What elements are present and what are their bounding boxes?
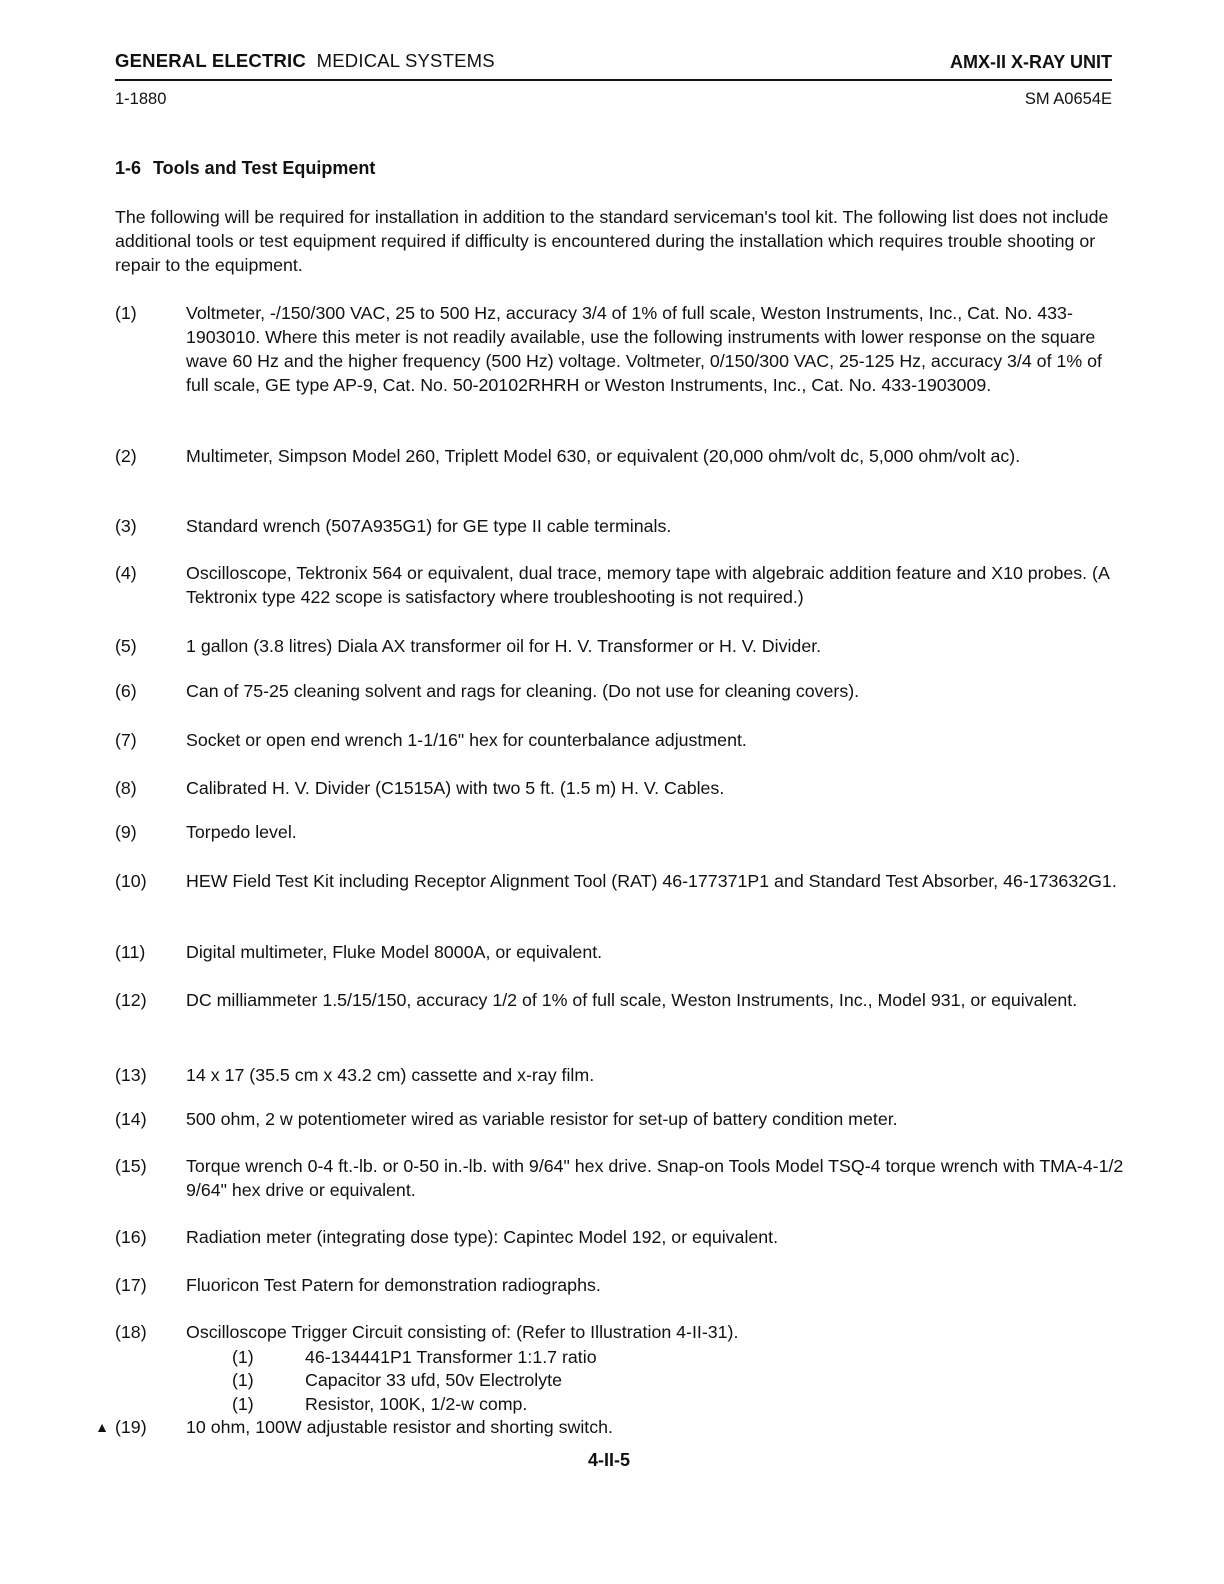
item-label: (9): [115, 822, 137, 842]
item-text: Torque wrench 0-4 ft.-lb. or 0-50 in.-lb. with 9/64" hex drive. Snap-on Tools Model TSQ-4 torque wrench with TMA-4-1/2 9/64" hex drive or equivalent.: [186, 1156, 1124, 1200]
item-label: (5): [115, 636, 137, 656]
item-text: Oscilloscope Trigger Circuit consisting of: (Refer to Illustration 4-II-31).: [186, 1322, 739, 1342]
item-label: (10): [115, 871, 147, 891]
item-text: Fluoricon Test Patern for demonstration radiographs.: [186, 1275, 601, 1295]
item-text: Digital multimeter, Fluke Model 8000A, or equivalent.: [186, 942, 603, 962]
section-title-text: Tools and Test Equipment: [153, 158, 376, 178]
item-text: 1 gallon (3.8 litres) Diala AX transformer oil for H. V. Transformer or H. V. Divider.: [186, 636, 822, 656]
header-rule: [115, 79, 1112, 81]
item-text: 10 ohm, 100W adjustable resistor and shorting switch.: [186, 1417, 613, 1437]
item-text: HEW Field Test Kit including Receptor Alignment Tool (RAT) 46-177371P1 and Standard Test Absorber, 46-173632G1.: [186, 871, 1117, 891]
item-label: (13): [115, 1065, 147, 1085]
item-text: Radiation meter (integrating dose type): Capintec Model 192, or equivalent.: [186, 1227, 779, 1247]
item-label: (8): [115, 778, 137, 798]
document-date: 1-1880: [115, 90, 167, 108]
page-number: 4-II-5: [588, 1450, 631, 1470]
product-title: AMX-II X-RAY UNIT: [949, 52, 1112, 72]
section-title: [115, 158, 375, 179]
company-division: MEDICAL SYSTEMS: [316, 50, 495, 71]
item-text: 500 ohm, 2 w potentiometer wired as variable resistor for set-up of battery condition meter.: [186, 1109, 898, 1129]
item-text: Multimeter, Simpson Model 260, Triplett Model 630, or equivalent (20,000 ohm/volt dc, 5,000 ohm/volt ac).: [186, 446, 1021, 466]
sub-item-text: 46-134441P1 Transformer 1:1.7 ratio: [305, 1347, 597, 1367]
item-label: (16): [115, 1227, 147, 1247]
item-label: (12): [115, 990, 147, 1010]
sub-item-label: (1): [232, 1347, 254, 1367]
item-text: Torpedo level.: [186, 822, 297, 842]
section-number: 1-6: [115, 158, 142, 178]
sub-item-label: (1): [232, 1370, 254, 1390]
item-text: Socket or open end wrench 1-1/16" hex for counterbalance adjustment.: [186, 730, 747, 750]
document-number: SM A0654E: [1024, 90, 1112, 108]
sub-item-label: (1): [232, 1394, 254, 1414]
item-text: DC milliammeter 1.5/15/150, accuracy 1/2 of 1% of full scale, Weston Instruments, Inc., Model 931, or equivalent.: [186, 990, 1078, 1010]
item-label: (14): [115, 1109, 147, 1129]
sub-item-text: Capacitor 33 ufd, 50v Electrolyte: [305, 1370, 562, 1390]
item-label: (2): [115, 446, 137, 466]
company-name: [115, 50, 495, 71]
item-text: 14 x 17 (35.5 cm x 43.2 cm) cassette and x-ray film.: [186, 1065, 595, 1085]
item-text: Standard wrench (507A935G1) for GE type II cable terminals.: [186, 516, 672, 536]
item-label: (18): [115, 1322, 147, 1342]
item-label: (17): [115, 1275, 147, 1295]
item-label: (3): [115, 516, 137, 536]
item-label: (19): [115, 1417, 147, 1437]
item-label: (15): [115, 1156, 147, 1176]
page-header: [115, 50, 1112, 108]
item-label: (1): [115, 303, 137, 323]
item-label: (6): [115, 681, 137, 701]
company-name-bold: GENERAL ELECTRIC: [115, 50, 306, 71]
item-text: Voltmeter, -/150/300 VAC, 25 to 500 Hz, accuracy 3/4 of 1% of full scale, Weston Instruments, Inc., Cat. No. 433-1903010. Where this meter is not readily available, use the following instruments with lower response on the square wave 60 Hz and the higher frequency (500 Hz) voltage. Voltmeter, 0/150/300 VAC, 25-125 Hz, accuracy 3/4 of 1% of full scale, GE type AP-9, Cat. No. 50-20102RHRH or Weston Instruments, Inc., Cat. No. 433-1903009.: [186, 303, 1102, 395]
item-text: Calibrated H. V. Divider (C1515A) with two 5 ft. (1.5 m) H. V. Cables.: [186, 778, 725, 798]
revision-marker-icon: ▲: [95, 1419, 109, 1435]
item-label: (7): [115, 730, 137, 750]
item-label: (4): [115, 563, 137, 583]
intro-paragraph: The following will be required for installation in addition to the standard serviceman's tool kit. The following list does not include additional tools or test equipment required if difficulty is encountered during the installation which requires trouble shooting or repair to the equipment.: [115, 207, 1109, 275]
item-text: Oscilloscope, Tektronix 564 or equivalent, dual trace, memory tape with algebraic addition feature and X10 probes. (A Tektronix type 422 scope is satisfactory where troubleshooting is not required.): [186, 563, 1109, 607]
item-label: (11): [115, 942, 146, 962]
item-text: Can of 75-25 cleaning solvent and rags for cleaning. (Do not use for cleaning covers).: [186, 681, 860, 701]
sub-item-text: Resistor, 100K, 1/2-w comp.: [305, 1394, 528, 1414]
